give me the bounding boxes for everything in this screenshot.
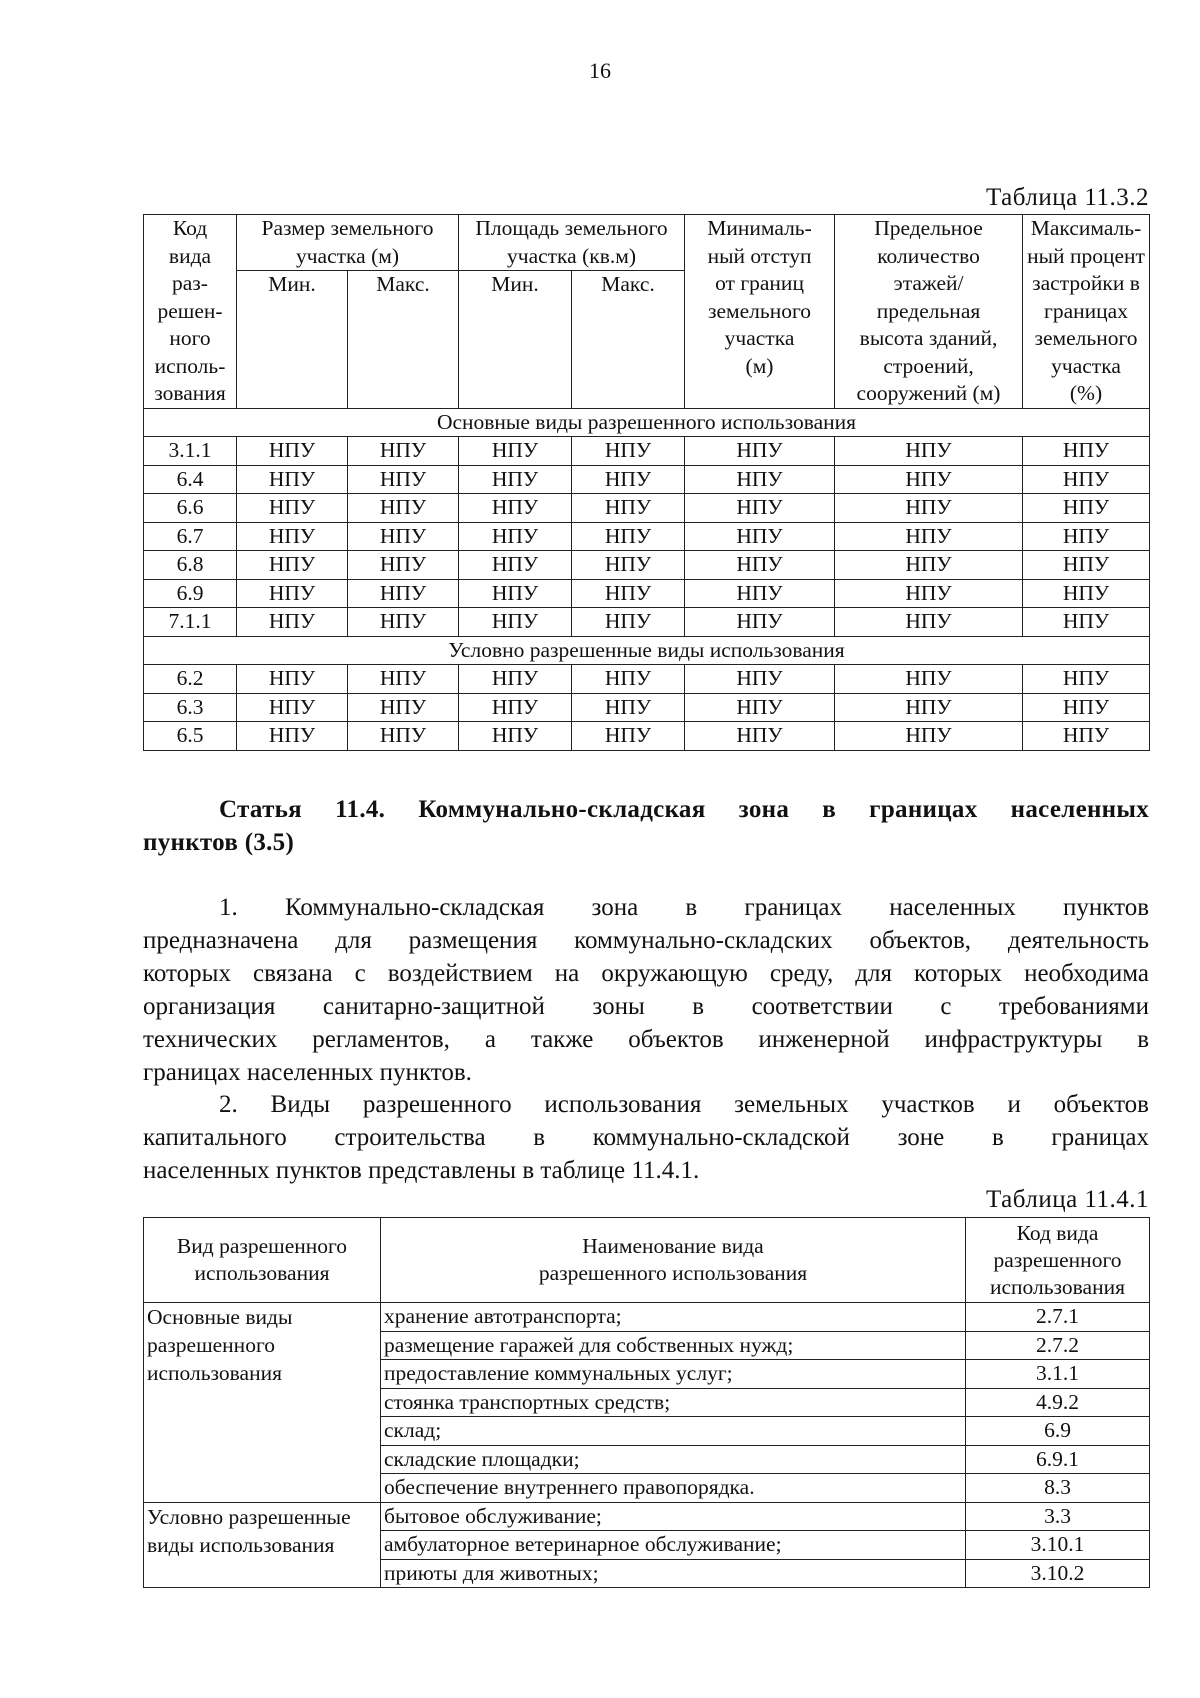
value-cell: НПУ (348, 693, 459, 722)
value-cell: НПУ (685, 437, 835, 466)
header-area: Площадь земельного участка (кв.м) (459, 215, 685, 271)
header-build-percent: Максималь- ный процент застройки в границах земельного участка (%) (1023, 215, 1150, 409)
use-code-cell: 6.6 (144, 494, 237, 523)
value-cell: НПУ (348, 608, 459, 637)
value-cell: НПУ (459, 437, 572, 466)
paragraph-1-line: которых связана с воздействием на окружающую среду, для которых необходима (143, 960, 1149, 987)
use-kind-line: Условно разрешенные (147, 1504, 351, 1529)
value-cell: НПУ (572, 722, 685, 751)
table-row (144, 494, 1150, 523)
permitted-use-table (143, 1217, 1150, 1588)
use-code-cell: 6.5 (144, 722, 237, 751)
value-cell: НПУ (835, 494, 1023, 523)
value-cell: НПУ (685, 722, 835, 751)
value-cell: НПУ (685, 693, 835, 722)
header-area-min: Мин. (459, 271, 572, 409)
table-row (144, 465, 1150, 494)
value-cell: НПУ (685, 579, 835, 608)
value-cell: НПУ (1023, 693, 1150, 722)
value-cell: НПУ (1023, 722, 1150, 751)
value-cell: НПУ (348, 437, 459, 466)
value-cell: НПУ (572, 494, 685, 523)
use-code-cell: 6.9.1 (966, 1445, 1150, 1474)
use-code-cell: 2.7.2 (966, 1331, 1150, 1360)
page-number: 16 (589, 58, 611, 83)
use-name-cell: предоставление коммунальных услуг; (381, 1360, 966, 1389)
value-cell: НПУ (835, 722, 1023, 751)
value-cell: НПУ (348, 579, 459, 608)
use-name-cell: хранение автотранспорта; (381, 1303, 966, 1332)
value-cell: НПУ (835, 437, 1023, 466)
value-cell: НПУ (1023, 465, 1150, 494)
value-cell: НПУ (685, 494, 835, 523)
value-cell: НПУ (685, 665, 835, 694)
value-cell: НПУ (237, 693, 348, 722)
header-indent: Минималь- ный отступ от границ земельного участка (м) (685, 215, 835, 409)
header-size-max: Макс. (348, 271, 459, 409)
value-cell: НПУ (237, 665, 348, 694)
value-cell: НПУ (685, 522, 835, 551)
value-cell: НПУ (835, 551, 1023, 580)
use-code-cell: 6.8 (144, 551, 237, 580)
value-cell: НПУ (237, 722, 348, 751)
use-name-cell: склад; (381, 1417, 966, 1446)
use-code-cell: 6.4 (144, 465, 237, 494)
value-cell: НПУ (1023, 437, 1150, 466)
value-cell: НПУ (348, 722, 459, 751)
value-cell: НПУ (237, 608, 348, 637)
value-cell: НПУ (237, 579, 348, 608)
use-code-cell: 3.3 (966, 1502, 1150, 1531)
table-1-caption: Таблица 11.3.2 (986, 184, 1149, 211)
zoning-parameters-table (143, 214, 1150, 751)
value-cell: НПУ (572, 465, 685, 494)
value-cell: НПУ (1023, 665, 1150, 694)
value-cell: НПУ (348, 522, 459, 551)
value-cell: НПУ (459, 693, 572, 722)
value-cell: НПУ (459, 551, 572, 580)
use-code-cell: 2.7.1 (966, 1303, 1150, 1332)
value-cell: НПУ (237, 465, 348, 494)
section-title: Основные виды разрешенного использования (144, 408, 1150, 437)
header-code (144, 215, 237, 409)
use-code-cell: 6.9 (144, 579, 237, 608)
article-heading-line-2: пунктов (3.5) (143, 829, 295, 856)
use-code-cell: 3.10.1 (966, 1531, 1150, 1560)
use-name-cell: приюты для животных; (381, 1559, 966, 1588)
value-cell: НПУ (348, 665, 459, 694)
value-cell: НПУ (459, 608, 572, 637)
value-cell: НПУ (835, 608, 1023, 637)
use-code-cell: 3.1.1 (966, 1360, 1150, 1389)
use-kind-cell (144, 1502, 381, 1588)
use-name-cell: бытовое обслуживание; (381, 1502, 966, 1531)
value-cell: НПУ (237, 437, 348, 466)
value-cell: НПУ (572, 693, 685, 722)
value-cell: НПУ (572, 579, 685, 608)
value-cell: НПУ (572, 437, 685, 466)
value-cell: НПУ (459, 465, 572, 494)
table-row (144, 722, 1150, 751)
value-cell: НПУ (835, 579, 1023, 608)
paragraph-2-line: населенных пунктов представлены в таблице 11.4.1. (143, 1157, 700, 1184)
value-cell: НПУ (685, 608, 835, 637)
section-row (144, 408, 1150, 437)
table-row (144, 608, 1150, 637)
value-cell: НПУ (572, 522, 685, 551)
value-cell: НПУ (1023, 608, 1150, 637)
table-1-body (144, 408, 1150, 750)
value-cell: НПУ (835, 665, 1023, 694)
value-cell: НПУ (459, 494, 572, 523)
paragraph-1 (143, 891, 1149, 1089)
value-cell: НПУ (835, 465, 1023, 494)
value-cell: НПУ (572, 608, 685, 637)
header-use-code: Код вида разрешенного использования (966, 1218, 1150, 1303)
value-cell: НПУ (459, 579, 572, 608)
use-code-cell: 6.2 (144, 665, 237, 694)
use-kind-cell (144, 1303, 381, 1503)
use-name-cell: обеспечение внутреннего правопорядка. (381, 1474, 966, 1503)
use-code-cell: 6.7 (144, 522, 237, 551)
use-code-cell: 6.9 (966, 1417, 1150, 1446)
table-row (144, 579, 1150, 608)
use-name-cell: амбулаторное ветеринарное обслуживание; (381, 1531, 966, 1560)
value-cell: НПУ (348, 551, 459, 580)
value-cell: НПУ (459, 522, 572, 551)
header-use-kind: Вид разрешенного использования (144, 1218, 381, 1303)
table-row (144, 437, 1150, 466)
use-kind-line: разрешенного (147, 1333, 275, 1357)
value-cell: НПУ (685, 551, 835, 580)
use-kind-line: Основные виды (147, 1305, 293, 1329)
use-code-cell: 8.3 (966, 1474, 1150, 1503)
article-heading-line-1: Статья 11.4. Коммунально-складская зона в границах населенных (219, 796, 1149, 823)
section-title: Условно разрешенные виды использования (144, 636, 1150, 665)
value-cell: НПУ (1023, 522, 1150, 551)
value-cell: НПУ (835, 522, 1023, 551)
use-code-cell: 3.1.1 (144, 437, 237, 466)
table-row (144, 1502, 1150, 1531)
header-floors: Предельное количество этажей/ предельная высота зданий, строений, сооружений (м) (835, 215, 1023, 409)
value-cell: НПУ (237, 551, 348, 580)
use-name-cell: размещение гаражей для собственных нужд; (381, 1331, 966, 1360)
use-code-cell: 4.9.2 (966, 1388, 1150, 1417)
paragraph-2-line: 2. Виды разрешенного использования земельных участков и объектов (219, 1091, 1149, 1118)
use-code-cell: 3.10.2 (966, 1559, 1150, 1588)
value-cell: НПУ (237, 494, 348, 523)
table-row (144, 665, 1150, 694)
paragraph-2-line: капитального строительства в коммунально-складской зоне в границах (143, 1124, 1149, 1151)
use-name-cell: складские площадки; (381, 1445, 966, 1474)
table-2-body (144, 1303, 1150, 1588)
use-code-cell: 7.1.1 (144, 608, 237, 637)
value-cell: НПУ (572, 551, 685, 580)
paragraph-1-line: 1. Коммунально-складская зона в границах населенных пунктов (219, 894, 1149, 921)
value-cell: НПУ (459, 665, 572, 694)
value-cell: НПУ (237, 522, 348, 551)
header-code-lines: Код вида раз- решен- ного исполь- зования (154, 216, 226, 405)
value-cell: НПУ (835, 693, 1023, 722)
table-row (144, 522, 1150, 551)
table-row (144, 693, 1150, 722)
paragraph-2 (143, 1088, 1149, 1187)
use-name-cell: стоянка транспортных средств; (381, 1388, 966, 1417)
value-cell: НПУ (1023, 579, 1150, 608)
use-kind-line: виды использования (147, 1532, 335, 1557)
use-kind-line: использования (147, 1361, 282, 1385)
use-code-cell: 6.3 (144, 693, 237, 722)
header-size: Размер земельного участка (м) (237, 215, 459, 271)
value-cell: НПУ (348, 465, 459, 494)
value-cell: НПУ (572, 665, 685, 694)
table-row (144, 551, 1150, 580)
paragraph-1-line: предназначена для размещения коммунально-складских объектов, деятельность (143, 927, 1149, 954)
article-heading (143, 793, 1149, 859)
header-use-name: Наименование вида разрешенного использования (381, 1218, 966, 1303)
section-row (144, 636, 1150, 665)
paragraph-1-line: границах населенных пунктов. (143, 1059, 472, 1086)
table-row (144, 1303, 1150, 1332)
paragraph-1-line: организация санитарно-защитной зоны в соответствии с требованиями (143, 993, 1149, 1020)
table-2-caption: Таблица 11.4.1 (986, 1186, 1149, 1213)
value-cell: НПУ (459, 722, 572, 751)
paragraph-1-line: технических регламентов, а также объектов инженерной инфраструктуры в (143, 1026, 1149, 1053)
value-cell: НПУ (348, 494, 459, 523)
value-cell: НПУ (1023, 551, 1150, 580)
value-cell: НПУ (685, 465, 835, 494)
header-area-max: Макс. (572, 271, 685, 409)
header-size-min: Мин. (237, 271, 348, 409)
value-cell: НПУ (1023, 494, 1150, 523)
